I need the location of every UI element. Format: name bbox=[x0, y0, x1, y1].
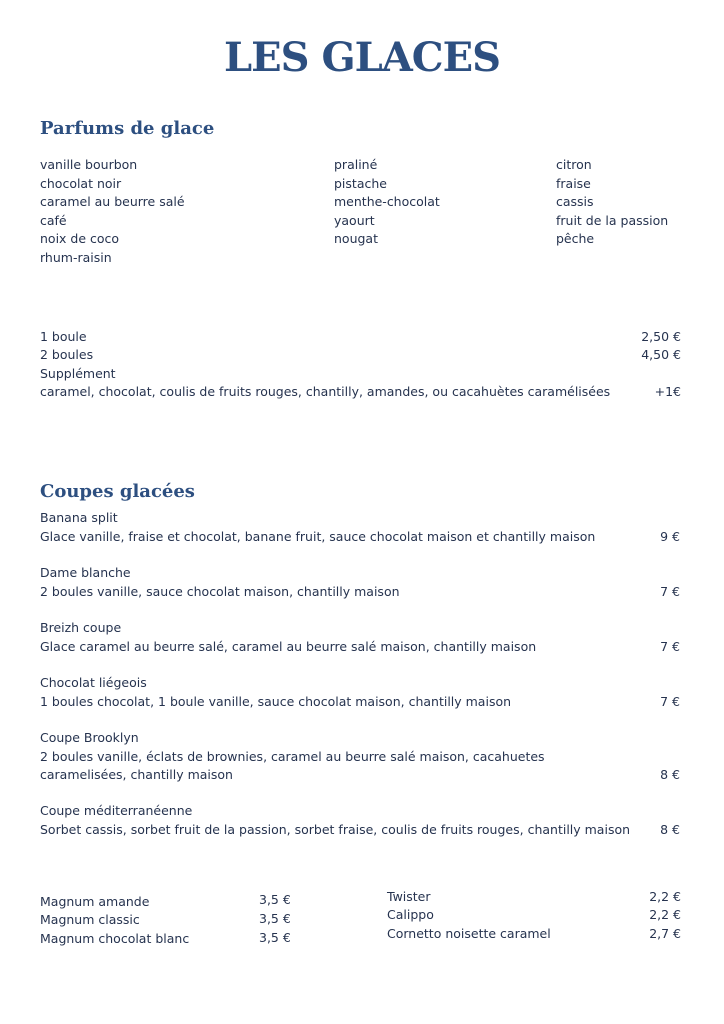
ice-cream-price: 3,5 € bbox=[259, 930, 291, 945]
two-scoops-price: 4,50 € bbox=[641, 347, 681, 362]
coupe-price: 7 € bbox=[660, 638, 680, 654]
coupe-description: 2 boules vanille, sauce chocolat maison, chantilly maison bbox=[40, 583, 400, 599]
coupe-description: Sorbet cassis, sorbet fruit de la passion, sorbet fraise, coulis de fruits rouges, chantilly maison bbox=[40, 821, 631, 837]
flavor-item: vanille bourbon bbox=[40, 157, 138, 172]
coupe-description: Glace vanille, fraise et chocolat, banane fruit, sauce chocolat maison et chantilly maison bbox=[40, 528, 596, 544]
coupe-item bbox=[40, 674, 690, 711]
one-scoop-label: 1 boule bbox=[40, 329, 87, 344]
flavors-heading: Parfums de glace bbox=[40, 118, 215, 139]
ice-cream-price: 2,2 € bbox=[649, 907, 681, 922]
flavor-item: fruit de la passion bbox=[556, 212, 669, 228]
coupe-item bbox=[40, 509, 690, 546]
flavor-item: chocolat noir bbox=[40, 175, 122, 191]
coupe-item bbox=[40, 802, 690, 839]
coupe-name: Coupe méditerranéenne bbox=[40, 803, 193, 818]
flavor-item: pistache bbox=[334, 175, 387, 191]
ice-cream-name: Magnum amande bbox=[40, 894, 150, 909]
page-title: LES GLACES bbox=[224, 34, 500, 81]
supplement-price: +1€ bbox=[654, 384, 681, 399]
coupe-name: Banana split bbox=[40, 510, 118, 525]
flavor-item: noix de coco bbox=[40, 231, 120, 246]
coupe-item bbox=[40, 564, 690, 601]
flavors-column-3 bbox=[556, 156, 668, 249]
supplement-label: Supplément bbox=[40, 366, 116, 381]
ice-cream-price: 3,5 € bbox=[259, 892, 291, 907]
flavor-item: cassis bbox=[556, 194, 594, 209]
coupe-price: 8 € bbox=[660, 821, 680, 837]
one-scoop-price: 2,50 € bbox=[641, 329, 681, 344]
coupe-price: 7 € bbox=[660, 583, 680, 599]
flavor-item: citron bbox=[556, 157, 592, 172]
supplement-items: caramel, chocolat, coulis de fruits rouges, chantilly, amandes, ou cacahuètes caramélisées bbox=[40, 384, 611, 399]
ice-cream-name: Calippo bbox=[387, 907, 434, 922]
coupe-item bbox=[40, 619, 690, 656]
flavor-item: praliné bbox=[334, 157, 378, 172]
coupe-price: 8 € bbox=[660, 767, 680, 782]
flavor-item: yaourt bbox=[334, 212, 375, 228]
flavor-item: nougat bbox=[334, 231, 378, 246]
flavors-column-1 bbox=[40, 156, 185, 267]
coupe-item bbox=[40, 729, 690, 785]
ice-cream-name: Cornetto noisette caramel bbox=[387, 926, 551, 941]
coupe-name: Dame blanche bbox=[40, 565, 131, 580]
flavors-column-2 bbox=[334, 156, 440, 249]
flavor-item: café bbox=[40, 212, 67, 228]
coupes-heading: Coupes glacées bbox=[40, 481, 195, 502]
ice-cream-name: Twister bbox=[387, 889, 431, 904]
flavor-item: pêche bbox=[556, 231, 595, 246]
ice-cream-price: 2,2 € bbox=[649, 889, 681, 904]
flavor-item: fraise bbox=[556, 175, 591, 191]
ice-cream-price: 3,5 € bbox=[259, 911, 291, 926]
ice-cream-price: 2,7 € bbox=[649, 926, 681, 941]
flavor-item: caramel au beurre salé bbox=[40, 194, 185, 209]
coupe-description: Glace caramel au beurre salé, caramel au beurre salé maison, chantilly maison bbox=[40, 638, 537, 654]
ice-cream-name: Magnum classic bbox=[40, 912, 140, 927]
coupe-description: 1 boules chocolat, 1 boule vanille, sauce chocolat maison, chantilly maison bbox=[40, 693, 512, 709]
coupe-name: Chocolat liégeois bbox=[40, 675, 147, 690]
ice-cream-name: Magnum chocolat blanc bbox=[40, 931, 190, 946]
flavor-item: rhum-raisin bbox=[40, 249, 112, 265]
coupe-price: 7 € bbox=[660, 693, 680, 709]
coupe-name: Coupe Brooklyn bbox=[40, 730, 139, 745]
coupe-name: Breizh coupe bbox=[40, 620, 122, 635]
coupe-description: 2 boules vanille, éclats de brownies, caramel au beurre salé maison, cacahuetes caramelisées, chantilly maison bbox=[40, 748, 545, 782]
two-scoops-label: 2 boules bbox=[40, 347, 94, 362]
coupe-price: 9 € bbox=[660, 528, 680, 544]
flavor-item: menthe-chocolat bbox=[334, 194, 440, 209]
